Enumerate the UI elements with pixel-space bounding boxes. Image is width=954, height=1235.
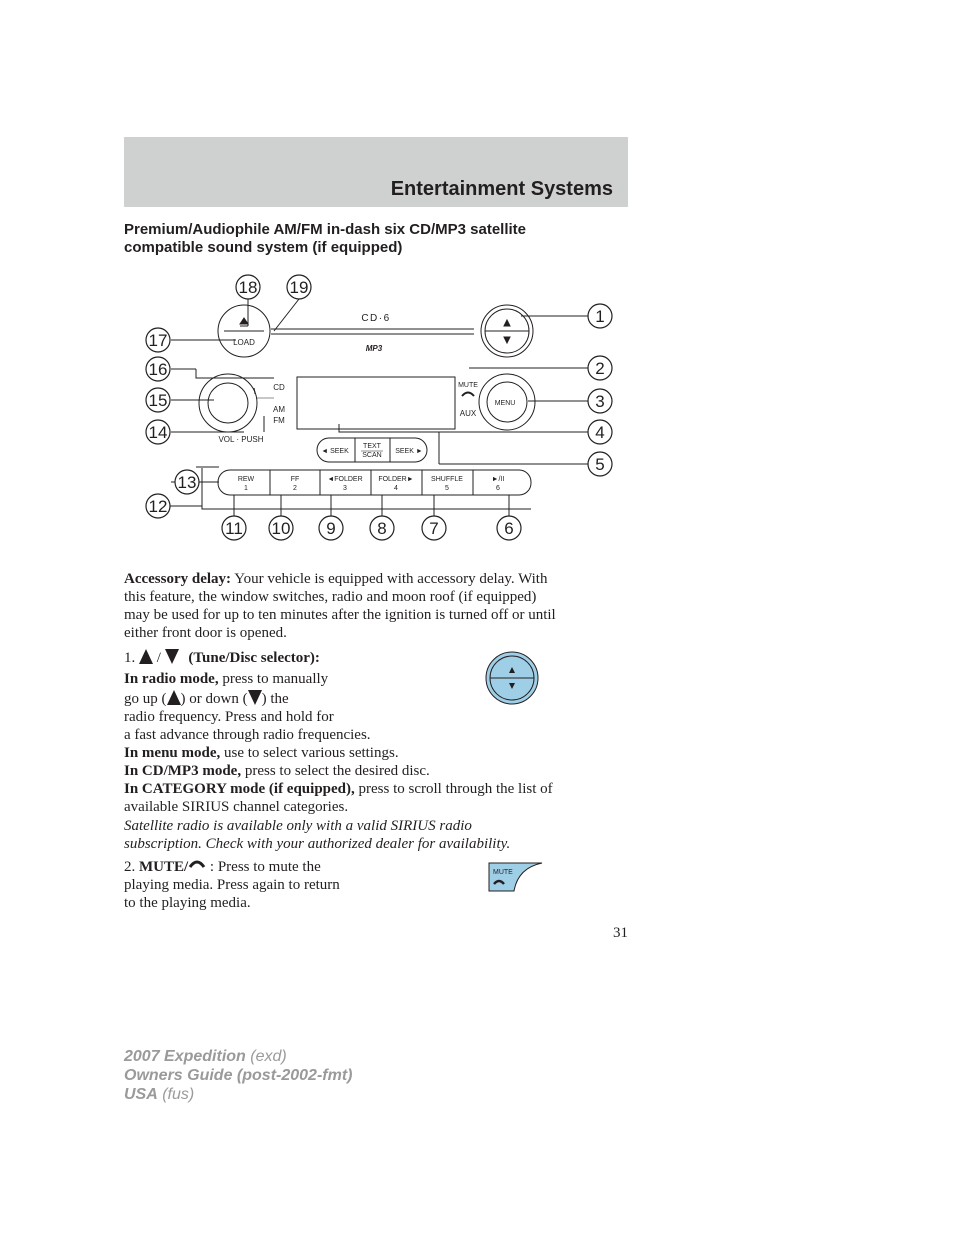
radio-diagram xyxy=(124,268,624,548)
callout-1 xyxy=(588,304,612,328)
down-arrow-icon xyxy=(165,649,179,664)
preset2-top: FF xyxy=(290,476,300,483)
preset4-top: FOLDER► xyxy=(378,476,414,483)
svg-text:3: 3 xyxy=(595,392,605,411)
seek-group xyxy=(317,438,427,462)
callout-18 xyxy=(236,275,260,299)
item1-heading: 1. / (Tune/Disc selector): xyxy=(124,650,320,666)
preset1-num: 1 xyxy=(244,485,248,492)
mute-button-icon xyxy=(488,862,544,892)
section-heading-line1: Premium/Audiophile AM/FM in-dash six CD/MP3 satellite xyxy=(124,221,527,238)
svg-text:8: 8 xyxy=(377,519,387,538)
page-title: Entertainment Systems xyxy=(390,178,613,200)
display xyxy=(297,377,455,429)
accessory-delay-paragraph: Accessory delay: Your vehicle is equipped with accessory delay. With this feature, the window switches, radio and moon roof (if equipped) may be used for up to ten minutes after the ignition is turned off or until either front door is opened. xyxy=(124,571,556,641)
svg-text:6: 6 xyxy=(504,519,514,538)
callout-6 xyxy=(497,516,521,540)
callout-10 xyxy=(269,516,293,540)
aux-label: AUX xyxy=(459,409,477,418)
am-label: AM xyxy=(273,405,285,414)
phone-icon xyxy=(188,859,206,869)
svg-text:12: 12 xyxy=(148,497,168,516)
preset3-num: 3 xyxy=(343,485,347,492)
preset3-top: ◄FOLDER xyxy=(327,476,363,483)
svg-text:15: 15 xyxy=(148,391,168,410)
header-band xyxy=(124,137,628,207)
down-arrow-icon xyxy=(248,690,262,705)
preset5-num: 5 xyxy=(445,485,449,492)
text-label: TEXT xyxy=(363,443,381,450)
svg-text:5: 5 xyxy=(595,455,605,474)
mp3-label: MP3 xyxy=(365,344,383,353)
svg-text:9: 9 xyxy=(326,519,336,538)
svg-text:13: 13 xyxy=(177,473,197,492)
svg-text:1: 1 xyxy=(595,307,605,326)
callout-12 xyxy=(146,494,170,518)
callout-9 xyxy=(319,516,343,540)
section-heading-line2: compatible sound system (if equipped) xyxy=(124,239,403,256)
svg-text:19: 19 xyxy=(289,278,309,297)
svg-text:7: 7 xyxy=(429,519,439,538)
section-heading xyxy=(124,221,624,257)
preset4-num: 4 xyxy=(394,485,398,492)
satellite-note: Satellite radio is available only with a valid SIRIUS radio subscription. Check with your authorized dealer for availability. xyxy=(124,818,511,852)
load-label: LOAD xyxy=(233,338,255,347)
mute-label: MUTE xyxy=(458,382,478,389)
svg-text:10: 10 xyxy=(271,519,291,538)
callout-19 xyxy=(287,275,311,299)
callout-13 xyxy=(175,470,199,494)
menu-label: MENU xyxy=(494,400,516,407)
callout-3 xyxy=(588,389,612,413)
callout-11 xyxy=(222,516,246,540)
vol-push-label: VOL · PUSH xyxy=(218,435,264,444)
load-button xyxy=(218,305,270,357)
volume-knob xyxy=(199,374,285,444)
svg-text:18: 18 xyxy=(238,278,258,297)
cd-label: CD xyxy=(273,383,285,392)
callout-5 xyxy=(588,452,612,476)
page-number: 31 xyxy=(613,925,628,941)
menu-knob xyxy=(458,374,535,430)
preset1-top: REW xyxy=(237,476,255,483)
svg-text:4: 4 xyxy=(595,423,605,442)
callout-7 xyxy=(422,516,446,540)
up-arrow-icon xyxy=(167,690,181,705)
tune-selector-icon xyxy=(484,651,540,705)
svg-text:16: 16 xyxy=(148,360,168,379)
callout-16 xyxy=(146,357,170,381)
seek-right-label: SEEK ► xyxy=(395,448,423,455)
svg-text:11: 11 xyxy=(225,519,243,538)
svg-text:17: 17 xyxy=(148,331,168,350)
svg-text:2: 2 xyxy=(595,359,605,378)
tune-disc-selector xyxy=(481,305,533,357)
item2-paragraph: 2. MUTE/ : Press to mute the playing media. Press again to return to the playing media. xyxy=(124,859,340,911)
preset6-num: 6 xyxy=(496,485,500,492)
callout-15 xyxy=(146,388,170,412)
seek-left-label: ◄ SEEK xyxy=(321,448,349,455)
cd-slot xyxy=(271,313,474,353)
callout-14 xyxy=(146,420,170,444)
callout-8 xyxy=(370,516,394,540)
footer: 2007 Expedition (exd) Owners Guide (post-2002-fmt) USA (fus) xyxy=(124,1048,353,1103)
svg-text:14: 14 xyxy=(148,423,168,442)
preset5-top: SHUFFLE xyxy=(431,476,463,483)
callout-4 xyxy=(588,420,612,444)
phone-icon xyxy=(462,393,474,397)
preset6-top: ►/II xyxy=(491,476,505,483)
callout-2 xyxy=(588,356,612,380)
preset-bar xyxy=(218,470,531,495)
svg-text:MUTE: MUTE xyxy=(493,869,513,876)
cd6-label: CD·6 xyxy=(361,313,391,324)
up-arrow-icon xyxy=(139,649,153,664)
callout-17 xyxy=(146,328,170,352)
scan-label: SCAN xyxy=(362,452,382,459)
fm-label: FM xyxy=(273,416,285,425)
radio-mode-paragraph: In radio mode, press to manually go up ( ) or down ( ) the radio frequency. Press and hold for a fast advance through radio frequencies. In menu mode, use to select various settings. In CD/MP3 mode, press to select the desired disc. In CATEGORY mode (if equipped), press to scroll through the list of available SIRIUS channel categories. xyxy=(124,671,553,815)
preset2-num: 2 xyxy=(293,485,297,492)
